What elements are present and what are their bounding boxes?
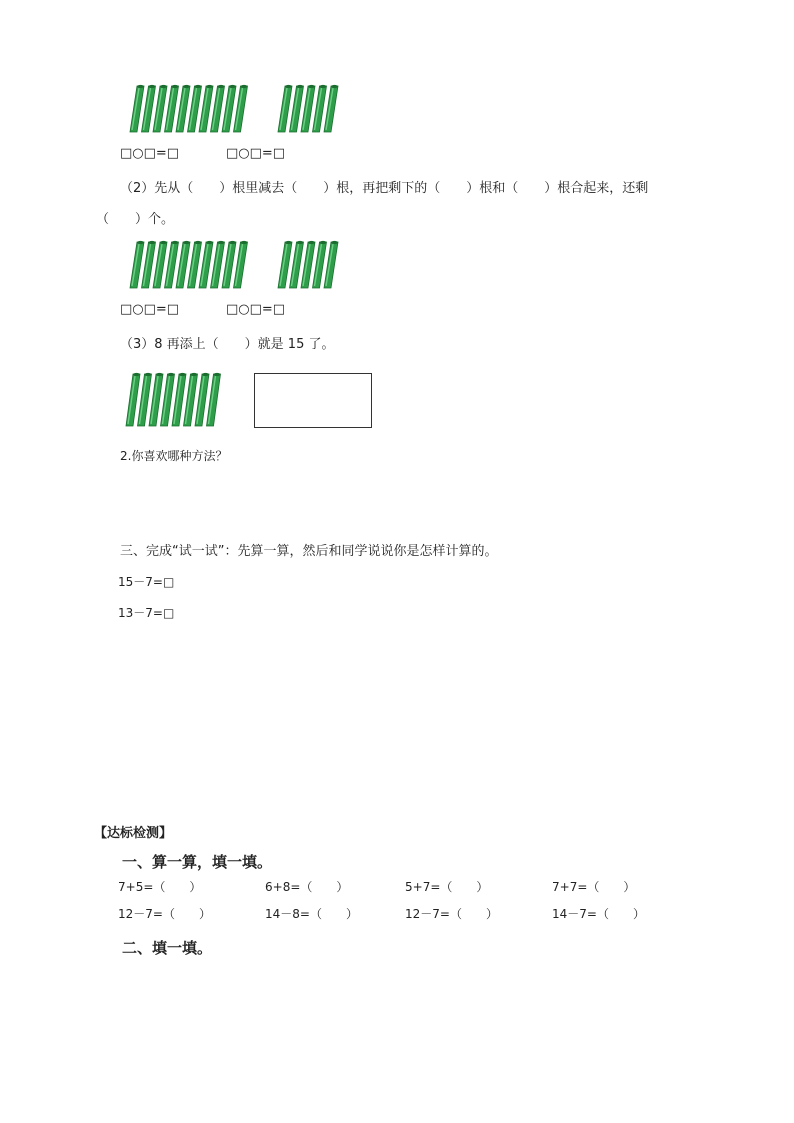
counting-stick: [324, 85, 338, 132]
test-row2-item-2: 14－8=（ ）: [265, 907, 358, 921]
counting-stick: [301, 85, 315, 132]
question-2-line-2: （ ）个。: [96, 212, 175, 227]
counting-stick: [165, 85, 179, 132]
test-row1-item-1: 7+5=（ ）: [118, 880, 202, 894]
test-header: 【达标检测】: [94, 826, 173, 841]
counting-stick: [130, 241, 144, 288]
counting-stick: [211, 85, 225, 132]
equation-blank-left-1: □○□=□: [120, 146, 180, 161]
equation-blank-right-2: □○□=□: [226, 302, 286, 317]
answer-box[interactable]: [254, 373, 372, 428]
counting-stick: [142, 241, 156, 288]
counting-stick: [149, 373, 163, 426]
test-part-1-title: 一、算一算，填一填。: [122, 853, 273, 871]
counting-stick: [199, 85, 213, 132]
sticks-loose-five-2: [274, 240, 354, 290]
counting-stick: [290, 85, 304, 132]
test-row1-item-3: 5+7=（ ）: [405, 880, 489, 894]
question-method: 2.你喜欢哪种方法？: [120, 449, 228, 463]
counting-stick: [153, 85, 167, 132]
test-row1-item-2: 6+8=（ ）: [265, 880, 349, 894]
counting-stick: [176, 241, 190, 288]
counting-stick: [313, 85, 327, 132]
counting-stick: [234, 85, 248, 132]
counting-stick: [313, 241, 327, 288]
counting-stick: [188, 85, 202, 132]
counting-stick: [165, 241, 179, 288]
counting-stick: [172, 373, 186, 426]
equation-blank-left-2: □○□=□: [120, 302, 180, 317]
counting-stick: [188, 241, 202, 288]
counting-stick: [195, 373, 209, 426]
counting-stick: [130, 85, 144, 132]
test-row1-item-4: 7+7=（ ）: [552, 880, 636, 894]
counting-stick: [234, 241, 248, 288]
section-3-equation-2: 13－7=□: [118, 606, 175, 620]
test-part-2-title: 二、填一填。: [122, 939, 213, 957]
counting-stick: [184, 373, 198, 426]
counting-stick: [176, 85, 190, 132]
test-row2-item-1: 12－7=（ ）: [118, 907, 211, 921]
counting-stick: [126, 373, 140, 426]
counting-stick: [278, 241, 292, 288]
section-3-equation-1: 15－7=□: [118, 575, 175, 589]
test-row2-item-4: 14－7=（ ）: [552, 907, 645, 921]
counting-stick: [211, 241, 225, 288]
counting-stick: [222, 241, 236, 288]
counting-stick: [222, 85, 236, 132]
counting-stick: [142, 85, 156, 132]
sticks-loose-five-1: [274, 84, 354, 134]
counting-stick: [290, 241, 304, 288]
counting-stick: [324, 241, 338, 288]
counting-stick: [138, 373, 152, 426]
question-3: （3）8 再添上（ ）就是 15 了。: [120, 337, 335, 352]
counting-stick: [161, 373, 175, 426]
equation-blank-right-1: □○□=□: [226, 146, 286, 161]
counting-stick: [199, 241, 213, 288]
counting-stick: [207, 373, 221, 426]
counting-stick: [301, 241, 315, 288]
sticks-bundle-ten-1: [126, 84, 266, 134]
sticks-bundle-ten-2: [126, 240, 266, 290]
counting-stick: [278, 85, 292, 132]
counting-stick: [153, 241, 167, 288]
question-2-line-1: （2）先从（ ）根里减去（ ）根，再把剩下的（ ）根和（ ）根合起来，还剩: [120, 181, 649, 196]
section-3-title: 三、完成“试一试”：先算一算，然后和同学说说你是怎样计算的。: [120, 544, 498, 559]
test-row2-item-3: 12－7=（ ）: [405, 907, 498, 921]
sticks-eight: [122, 372, 242, 428]
